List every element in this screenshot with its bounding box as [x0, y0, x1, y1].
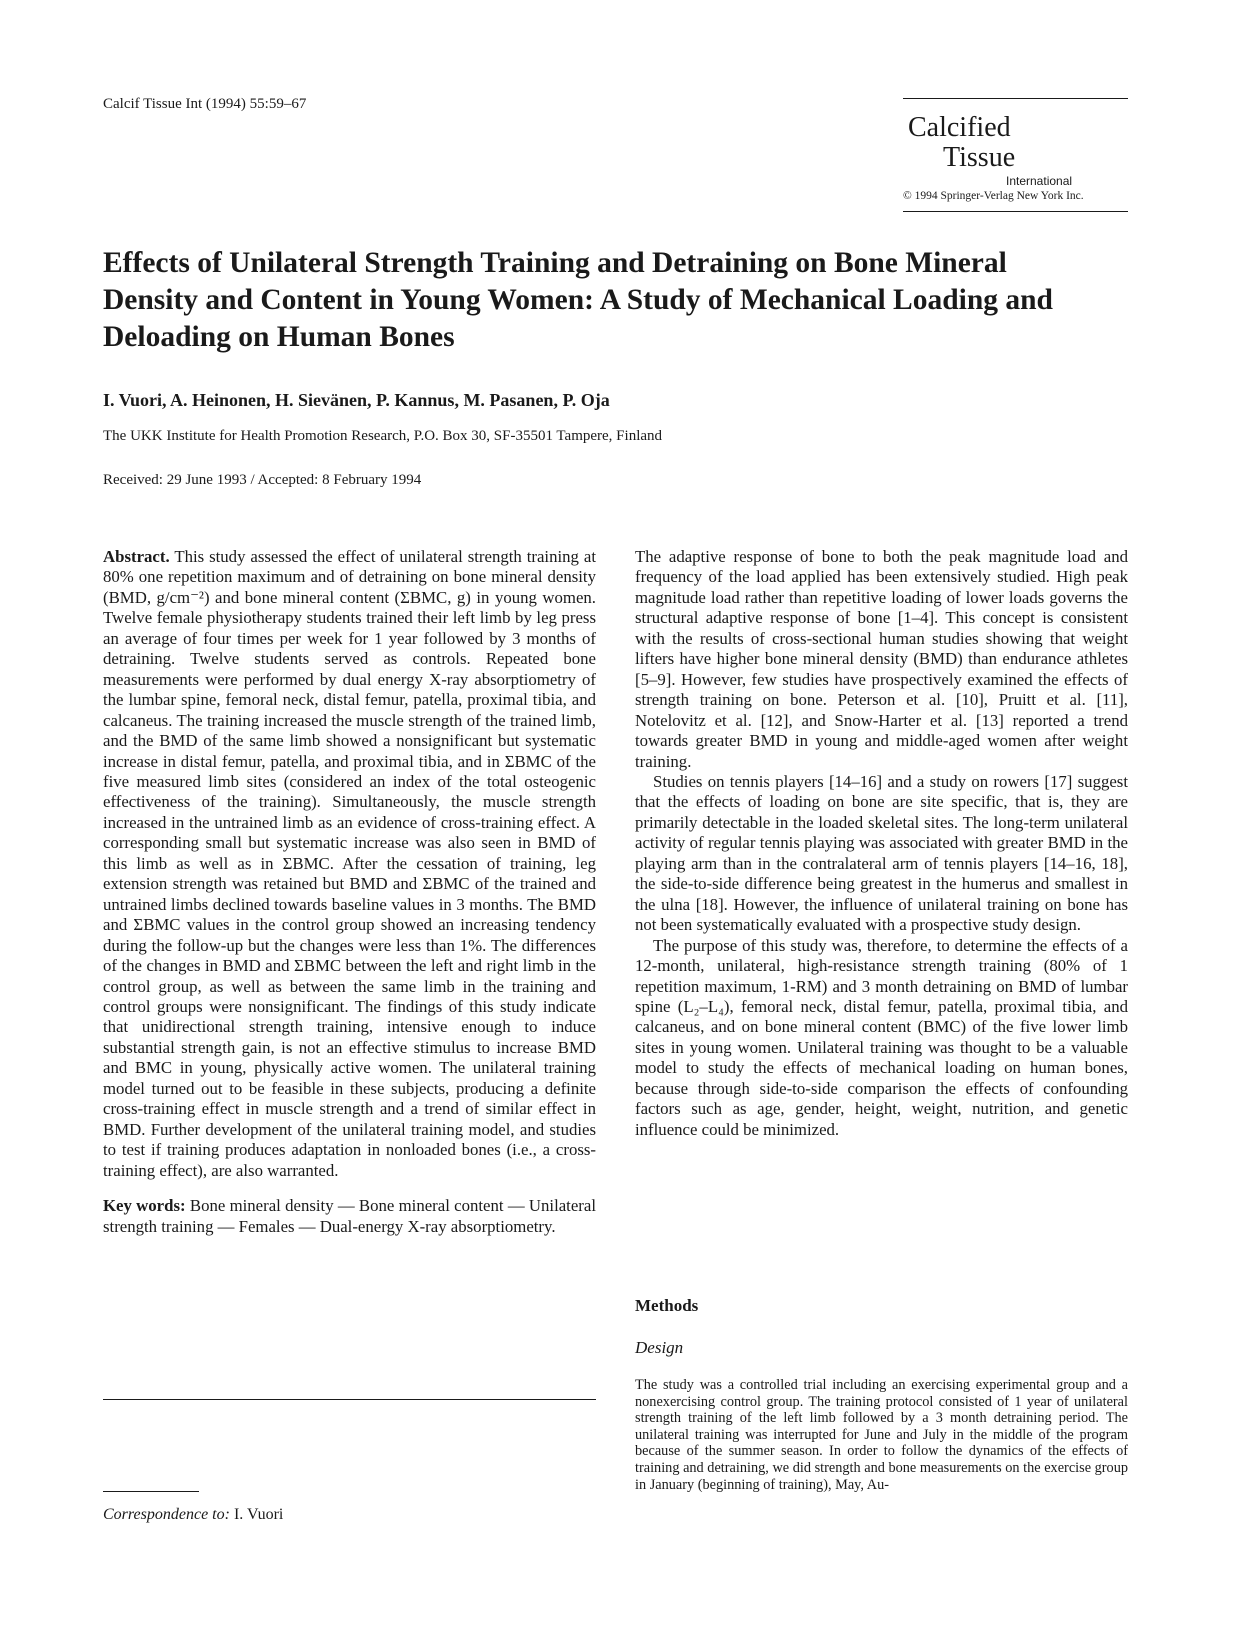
- correspondence-label: Correspondence to:: [103, 1506, 230, 1523]
- keywords-text: Bone mineral density — Bone mineral content — Unilateral strength training — Females — Dual-energy X-ray absorptiometry.: [103, 1196, 596, 1236]
- journal-masthead: [903, 98, 1128, 212]
- design-subheading: Design: [635, 1338, 684, 1357]
- abstract: [103, 547, 596, 1181]
- intro-paragraph-2: Studies on tennis players [14–16] and a study on rowers [17] suggest that the effects of loading on bone are site specific, that is, they are primarily detectable in the loaded skeletal sites. The long-term unilateral activity of regular tennis playing was associated with greater BMD in the playing arm than in the contralateral arm of tennis players [14–16, 18], the side-to-side difference being greatest in the humerus and smallest in the ulna [18]. However, the influence of unilateral training on bone has not been systematically evaluated with a prospective study design.: [635, 771, 1128, 935]
- journal-citation: Calcif Tissue Int (1994) 55:59–67: [103, 96, 307, 112]
- abstract-text: This study assessed the effect of unilateral strength training at 80% one repetition maximum and of detraining on bone mineral density (BMD, g/cm⁻²) and bone mineral content (ΣBMC, g) in young women. Twelve female physiotherapy students trained their left limb by leg press an average of four times per week for 1 year followed by 3 months of detraining. Twelve students served as controls. Repeated bone measurements were performed by dual energy X-ray absorptiometry of the lumbar spine, femoral neck, distal femur, patella, proximal tibia, and calcaneus. The training increased the muscle strength of the trained limb, and the BMD of the same limb showed a nonsignificant but systematic increase in distal femur, patella, and proximal tibia, and in ΣBMC of the five measured limb sites (considered an index of the total osteogenic effectiveness of the training). Simultaneously, the muscle strength increased in the untrained limb as an evidence of cross-training effect. A corresponding small but systematic increase was also seen in BMD of this limb as well as in ΣBMC. After the cessation of training, leg extension strength was retained but BMD and ΣBMC of the trained and untrained limbs declined towards baseline values in 3 months. The BMD and ΣBMC values in the control group showed an increasing tendency during the follow-up but the changes were less than 1%. The differences of the changes in BMD and ΣBMC between the left and right limb in the control group, as well as between the same limb in the training and control groups were nonsignificant. The findings of this study indicate that unidirectional strength training, intensive enough to induce substantial strength gain, is not an effective stimulus to increase BMD and BMC in young, physically active women. The unilateral training model turned out to be feasible in these subjects, producing a definite cross-training effect in muscle strength and a trend of similar effect in BMD. Further development of the unilateral training model, and studies to test if training produces adaptation in nonloaded bones (i.e., a cross-training effect), are also warranted.: [103, 547, 596, 1180]
- left-column: [103, 547, 596, 1237]
- footnote-rule: [103, 1491, 199, 1492]
- article-title: Effects of Unilateral Strength Training and Detraining on Bone Mineral Density and Content in Young Women: A Study of Mechanical Loading and Deloading on Human Bones: [103, 247, 1053, 353]
- footnote-separator: [103, 1399, 596, 1400]
- journal-name-line2: Tissue: [943, 142, 1016, 173]
- methods-heading: Methods: [635, 1296, 699, 1315]
- author-list: I. Vuori, A. Heinonen, H. Sievänen, P. Kannus, M. Pasanen, P. Oja: [103, 390, 610, 410]
- copyright-notice: © 1994 Springer-Verlag New York Inc.: [903, 190, 1084, 202]
- intro-paragraph-1: The adaptive response of bone to both the peak magnitude load and frequency of the load applied has been extensively studied. High peak magnitude load rather than repetitive loading of lower loads governs the structural adaptive response of bone [1–4]. This concept is consistent with the results of cross-sectional human studies showing that weight lifters have higher bone mineral density (BMD) than endurance athletes [5–9]. However, few studies have prospectively examined the effects of strength training on bone. Peterson et al. [10], Pruitt et al. [11], Notelovitz et al. [12], and Snow-Harter et al. [13] reported a trend towards greater BMD in young and middle-aged women after weight training.: [635, 547, 1128, 771]
- received-dates: Received: 29 June 1993 / Accepted: 8 February 1994: [103, 472, 422, 488]
- abstract-label: Abstract.: [103, 547, 170, 566]
- masthead-bottom-rule: [903, 211, 1128, 212]
- design-paragraph: The study was a controlled trial including an exercising experimental group and a nonexercising control group. The training protocol consisted of 1 year of unilateral strength training of the left limb followed by a 3 month detraining period. The unilateral training was interrupted for June and July in the middle of the program because of the summer season. In order to follow the dynamics of the effects of training and detraining, we did strength and bone measurements on the exercise group in January (beginning of training), May, Au-: [635, 1377, 1128, 1493]
- right-column: [635, 547, 1128, 1140]
- journal-name-line3: International: [1006, 174, 1073, 188]
- affiliation: The UKK Institute for Health Promotion Research, P.O. Box 30, SF-35501 Tampere, Finland: [103, 428, 663, 444]
- journal-name-line1: Calcified: [908, 112, 1011, 143]
- keywords-label: Key words:: [103, 1196, 186, 1216]
- keywords: [103, 1196, 596, 1237]
- correspondence-name: I. Vuori: [233, 1506, 284, 1523]
- correspondence: [103, 1506, 283, 1524]
- masthead-top-rule: [903, 98, 1128, 99]
- intro-paragraph-3: The purpose of this study was, therefore, to determine the effects of a 12-month, unilateral, high-resistance strength training (80% of 1 repetition maximum, 1-RM) and 3 month detraining on BMD of lumbar spine (L₂–L₄), femoral neck, distal femur, patella, proximal tibia, and calcaneus, and on bone mineral content (BMC) of the five lower limb sites in young women. Unilateral training was thought to be a valuable model to study the effects of mechanical loading on human bones, because through side-to-side comparison the effects of confounding factors such as age, gender, height, weight, nutrition, and genetic influence could be minimized.: [635, 935, 1128, 1139]
